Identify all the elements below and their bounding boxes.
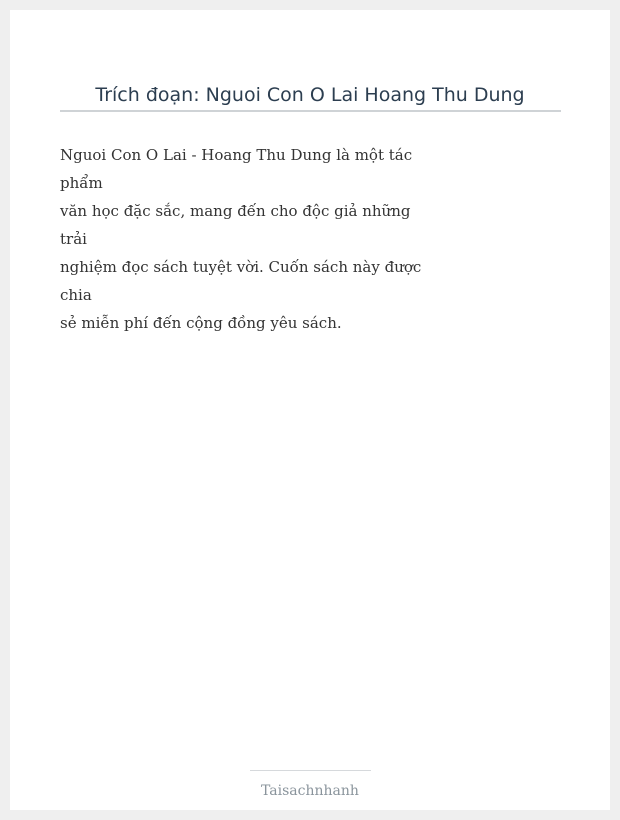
document-title: Trích đoạn: Nguoi Con O Lai Hoang Thu Dung [95,84,525,106]
document-page [10,10,610,810]
paragraph-line: chia [60,286,92,304]
paragraph-line: văn học đặc sắc, mang đến cho độc giả những [60,202,411,220]
paragraph-line: phẩm [60,174,103,192]
footer-site-name: Taisachnhanh [261,783,359,799]
paragraph-line: Nguoi Con O Lai - Hoang Thu Dung là một tác [60,146,413,164]
paragraph-line: sẻ miễn phí đến cộng đồng yêu sách. [60,314,342,332]
excerpt-paragraph [60,141,420,337]
title-divider [60,110,561,112]
paragraph-line: nghiệm đọc sách tuyệt vời. Cuốn sách này được [60,258,422,276]
footer-divider [250,770,371,771]
paragraph-line: trải [60,230,87,248]
